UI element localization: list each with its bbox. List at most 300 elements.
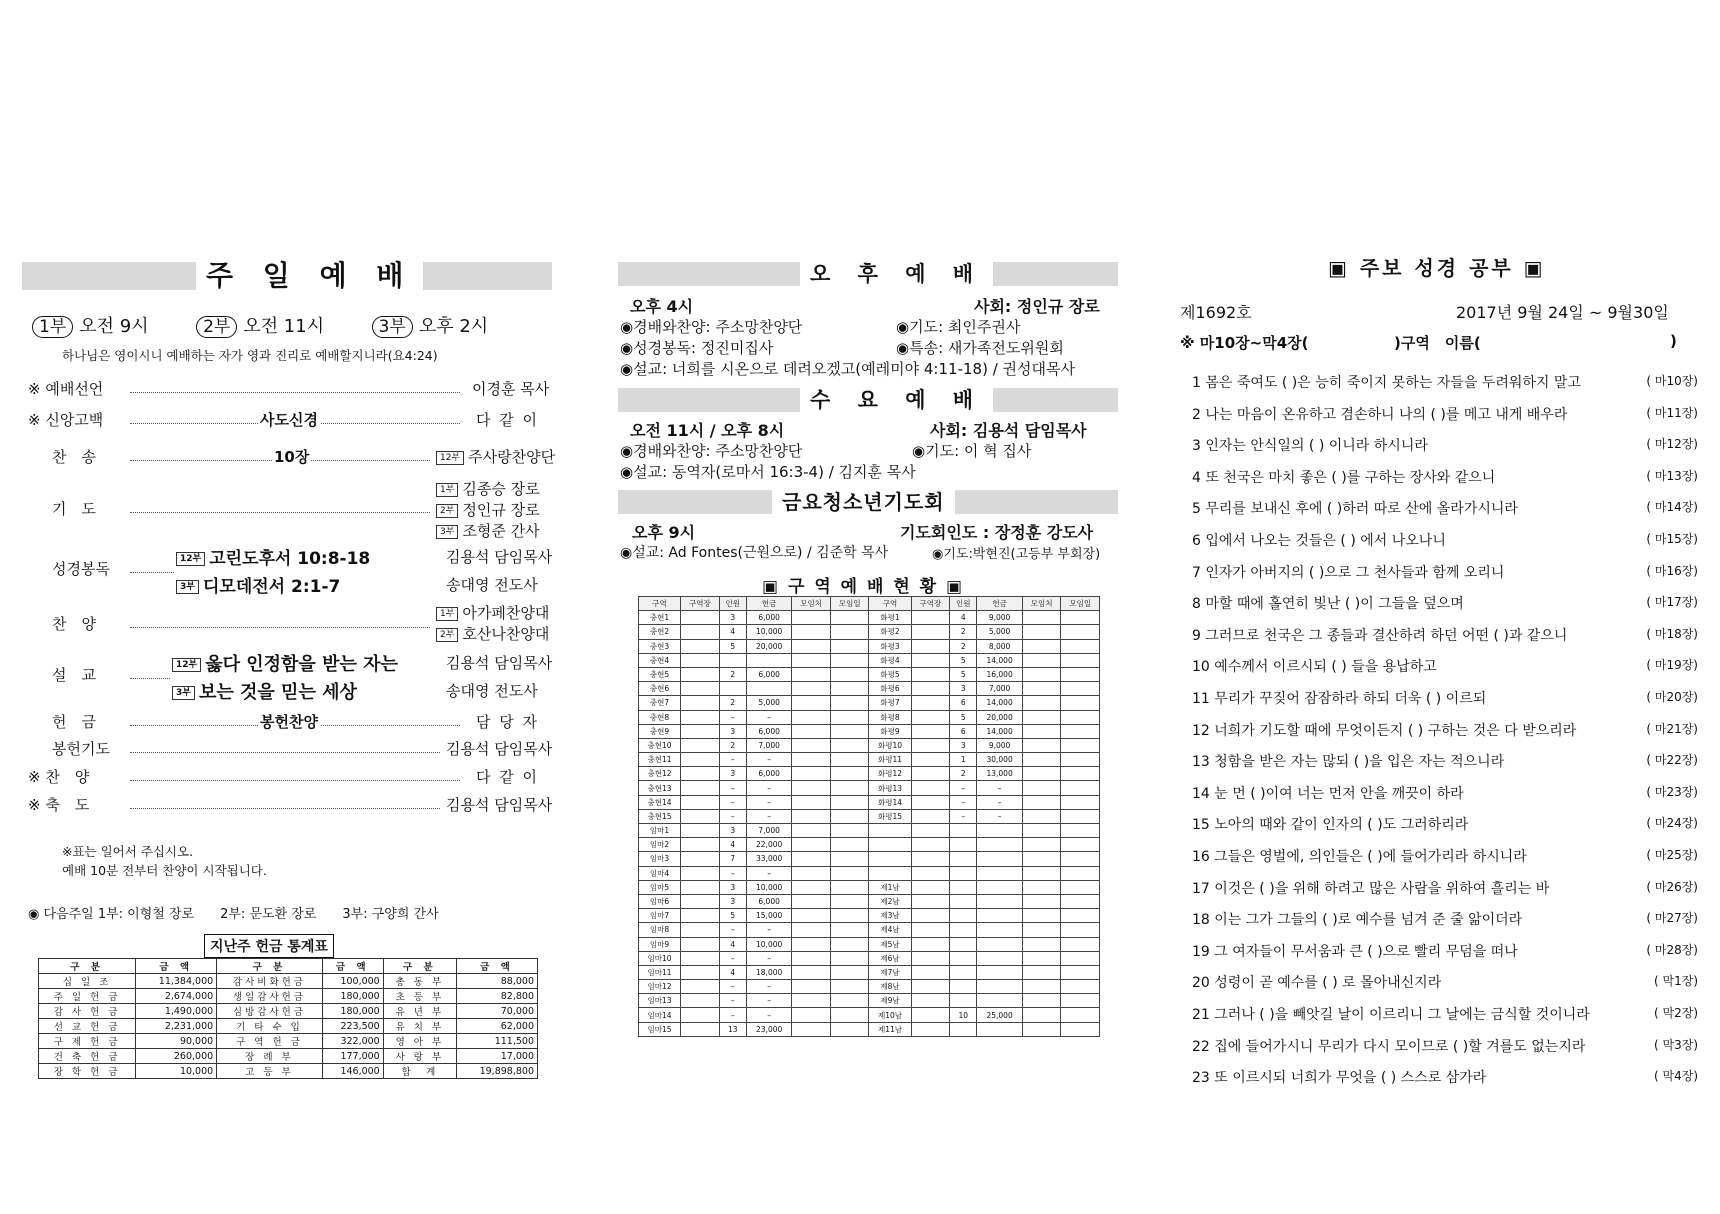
afternoon-title: 오 후 예 배 — [800, 260, 993, 288]
district-row — [639, 710, 1100, 724]
district-cell: 6,000 — [746, 894, 792, 908]
district-cell: 3 — [719, 724, 746, 738]
prayer-leader-1 — [436, 478, 540, 499]
district-cell — [830, 951, 869, 965]
district-cell — [830, 611, 869, 625]
district-cell: 충현3 — [639, 639, 681, 653]
wednesday-host: 사회: 김용석 담임목사 — [930, 421, 1087, 440]
district-cell: 16,000 — [977, 667, 1023, 681]
wednesday-prayer: ◉기도: 이 혁 집사 — [912, 442, 1032, 460]
district-cell — [830, 753, 869, 767]
district-cell: 충현12 — [639, 767, 681, 781]
district-cell: 임마11 — [639, 965, 681, 979]
district-cell — [950, 937, 977, 951]
district-cell — [1061, 667, 1100, 681]
praise-label: 찬 양 — [52, 615, 96, 633]
question-text[interactable]: 7 인자가 아버지의 ( )으로 그 천사들과 함께 오리니 — [1192, 564, 1505, 581]
wednesday-sermon: ◉설교: 동역자(로마서 16:3-4) / 김지훈 목사 — [620, 463, 916, 481]
district-name-field[interactable]: )구역 이름( — [1394, 334, 1481, 352]
district-cell — [1022, 611, 1061, 625]
district-cell — [681, 710, 720, 724]
question-reference: ( 마11장) — [1646, 405, 1698, 420]
district-cell — [911, 625, 950, 639]
district-cell — [1022, 639, 1061, 653]
district-cell — [1022, 1022, 1061, 1036]
district-cell: 2 — [719, 696, 746, 710]
district-cell — [1022, 653, 1061, 667]
district-cell: 화평7 — [869, 696, 911, 710]
district-cell: 제6남 — [869, 951, 911, 965]
study-title: ▣ 주보 성경 공부 ▣ — [1328, 256, 1546, 280]
offering-category: 영 아 부 — [383, 1034, 456, 1049]
district-cell: – — [719, 1008, 746, 1022]
issue-number: 제1692호 — [1180, 303, 1252, 322]
district-row — [639, 951, 1100, 965]
district-cell — [911, 894, 950, 908]
question-text[interactable]: 23 또 이르시되 너희가 무엇을 ( ) 스스로 삼가라 — [1192, 1070, 1487, 1087]
district-cell: 7,000 — [746, 738, 792, 752]
district-cell — [681, 809, 720, 823]
district-cell — [1022, 1008, 1061, 1022]
district-cell — [792, 894, 831, 908]
service-1-time: 오전 9시 — [79, 316, 149, 337]
district-cell: 화평5 — [869, 667, 911, 681]
district-cell: 14,000 — [977, 724, 1023, 738]
question-reference: ( 마24장) — [1646, 816, 1698, 831]
district-cell — [911, 937, 950, 951]
district-cell: 임마12 — [639, 980, 681, 994]
district-cell: 6 — [950, 724, 977, 738]
district-cell — [681, 965, 720, 979]
offering-label: 헌 금 — [52, 713, 96, 731]
district-cell — [1022, 894, 1061, 908]
praise-badge-1: 1부 — [436, 607, 458, 621]
district-cell: 화평12 — [869, 767, 911, 781]
question-text[interactable]: 13 청함을 받은 자는 많되 ( )을 입은 자는 적으니라 — [1192, 754, 1505, 771]
reading-text-1: 고린도후서 10:8-18 — [209, 549, 371, 569]
service-3-time: 오후 2시 — [418, 316, 489, 337]
praise2-label: ※ 찬 양 — [28, 768, 90, 786]
col-header: 모임처 — [792, 597, 831, 611]
question-reference: ( 마12장) — [1646, 437, 1698, 452]
district-cell — [792, 809, 831, 823]
offering-row — [39, 1019, 538, 1034]
question-text[interactable]: 17 이것은 ( )을 위해 하려고 많은 사람을 위하여 흘리는 바 — [1192, 880, 1550, 897]
district-row — [639, 809, 1100, 823]
district-row — [639, 852, 1100, 866]
offering-amount: 2,674,000 — [136, 989, 217, 1004]
district-cell — [1022, 880, 1061, 894]
district-cell — [977, 880, 1023, 894]
offering-category: 감사비화헌금 — [217, 974, 323, 989]
wednesday-time: 오전 11시 / 오후 8시 — [630, 421, 785, 440]
district-cell: – — [719, 781, 746, 795]
district-cell: 제8남 — [869, 980, 911, 994]
offering-amount: 177,000 — [322, 1049, 383, 1064]
district-table-header — [639, 597, 1100, 611]
offering-amount: 180,000 — [322, 1004, 383, 1019]
offering-amount: 1,490,000 — [136, 1004, 217, 1019]
district-cell — [830, 710, 869, 724]
district-cell: 10,000 — [746, 937, 792, 951]
district-cell — [681, 781, 720, 795]
district-cell: 제11남 — [869, 1022, 911, 1036]
theme-verse: 하나님은 영이시니 예배하는 자가 영과 진리로 예배할지니라(요4:24) — [62, 348, 438, 363]
district-cell — [911, 767, 950, 781]
district-cell: 충현14 — [639, 795, 681, 809]
district-cell — [792, 980, 831, 994]
question-text[interactable]: 12 너희가 기도할 때에 무엇이든지 ( ) 구하는 것은 다 받으리라 — [1192, 722, 1577, 739]
call-label: ※ 예배선언 — [28, 380, 104, 398]
district-cell: 8,000 — [977, 639, 1023, 653]
district-cell — [792, 682, 831, 696]
district-row — [639, 838, 1100, 852]
district-cell — [681, 951, 720, 965]
district-cell: 충현11 — [639, 753, 681, 767]
district-cell — [869, 852, 911, 866]
district-cell: 제3남 — [869, 909, 911, 923]
district-row — [639, 767, 1100, 781]
offering-category: 선 교 헌 금 — [39, 1019, 136, 1034]
offering-amount: 180,000 — [322, 989, 383, 1004]
study-question — [1192, 435, 1698, 455]
offering-category: 유 년 부 — [383, 1004, 456, 1019]
district-cell — [830, 1008, 869, 1022]
district-row — [639, 880, 1100, 894]
district-cell — [1061, 965, 1100, 979]
question-reference: ( 마17장) — [1646, 595, 1698, 610]
offering-category: 사 랑 부 — [383, 1049, 456, 1064]
question-text[interactable]: 21 그러나 ( )을 빼앗길 날이 이르리니 그 날에는 금식할 것이니라 — [1192, 1007, 1590, 1023]
question-text[interactable]: 20 성령이 곧 예수를 ( ) 로 몰아내신지라 — [1192, 975, 1442, 992]
col-header: 금 액 — [136, 959, 217, 974]
district-cell: – — [950, 809, 977, 823]
district-row — [639, 795, 1100, 809]
offering-row — [39, 1034, 538, 1049]
district-cell: – — [746, 795, 792, 809]
district-cell — [911, 923, 950, 937]
question-text[interactable]: 1 몸은 죽여도 ( )은 능히 죽이지 못하는 자들을 두려워하지 말고 — [1192, 375, 1581, 391]
district-cell: – — [950, 795, 977, 809]
district-cell — [792, 625, 831, 639]
offering-row — [39, 1064, 538, 1079]
district-cell: 충현6 — [639, 682, 681, 696]
district-cell: 5 — [719, 909, 746, 923]
district-cell — [681, 824, 720, 838]
question-reference: ( 마14장) — [1646, 500, 1698, 515]
creed-label: ※ 신앙고백 — [28, 411, 104, 429]
offering-prayer-dots — [130, 752, 440, 753]
question-text[interactable]: 2 나는 마음이 온유하고 겸손하니 나의 ( )를 메고 내게 배우라 — [1192, 406, 1568, 423]
district-cell — [792, 923, 831, 937]
offering-category: 기 타 수 입 — [217, 1019, 323, 1034]
question-text[interactable]: 6 입에서 나오는 것들은 ( ) 에서 나오나니 — [1192, 533, 1446, 549]
district-cell: 임마3 — [639, 852, 681, 866]
district-cell — [911, 781, 950, 795]
district-cell: – — [977, 781, 1023, 795]
question-text[interactable]: 22 집에 들어가시니 무리가 다시 모이므로 ( )할 겨를도 없는지라 — [1192, 1038, 1586, 1055]
district-cell — [830, 894, 869, 908]
district-cell: 임마8 — [639, 923, 681, 937]
district-cell — [681, 937, 720, 951]
offering-category: 합 계 — [383, 1064, 456, 1079]
question-reference: ( 마26장) — [1646, 879, 1698, 894]
district-cell: 제5남 — [869, 937, 911, 951]
afternoon-prayer: ◉기도: 최인주권사 — [896, 318, 1021, 336]
district-cell — [681, 1022, 720, 1036]
friday-title: 금요청소년기도회 — [772, 488, 955, 516]
study-date: 2017년 9월 24일 ~ 9월30일 — [1456, 303, 1669, 322]
district-row — [639, 682, 1100, 696]
col-header: 헌금 — [746, 597, 792, 611]
district-cell: 화평1 — [869, 611, 911, 625]
study-question — [1192, 814, 1698, 834]
praise-name-1: 아가페찬양대 — [462, 604, 550, 622]
district-cell: 화평2 — [869, 625, 911, 639]
col-header: 구역장 — [681, 597, 720, 611]
offering-category: 십 일 조 — [39, 974, 136, 989]
offering-amount: 146,000 — [322, 1064, 383, 1079]
district-cell — [950, 852, 977, 866]
col-header: 헌금 — [977, 597, 1023, 611]
district-cell — [792, 753, 831, 767]
service-1-badge: 1부 — [32, 316, 73, 338]
district-cell — [681, 724, 720, 738]
district-cell — [911, 965, 950, 979]
district-cell: 충현10 — [639, 738, 681, 752]
district-row — [639, 894, 1100, 908]
question-reference: ( 마13장) — [1646, 468, 1698, 483]
district-cell — [869, 866, 911, 880]
offering-category: 심방감사헌금 — [217, 1004, 323, 1019]
district-cell: – — [746, 980, 792, 994]
question-text[interactable]: 8 마할 때에 홀연히 빛난 ( )이 그들을 덮으며 — [1192, 596, 1464, 613]
district-cell — [1061, 923, 1100, 937]
col-header: 모임일 — [1061, 597, 1100, 611]
district-cell — [830, 667, 869, 681]
district-cell — [792, 824, 831, 838]
district-cell: 임마4 — [639, 866, 681, 880]
offering-amount: 11,384,000 — [136, 974, 217, 989]
district-cell — [1061, 724, 1100, 738]
question-text[interactable]: 11 무리가 꾸짖어 잠잠하라 하되 더욱 ( ) 이르되 — [1192, 691, 1487, 707]
offering-category: 고 등 부 — [217, 1064, 323, 1079]
district-cell: 23,000 — [746, 1022, 792, 1036]
district-cell — [792, 994, 831, 1008]
benediction-dots — [130, 808, 440, 809]
district-cell: 화평13 — [869, 781, 911, 795]
question-text[interactable]: 16 그들은 영벌에, 의인들은 ( )에 들어가리라 하시니라 — [1192, 849, 1527, 865]
wednesday-choir: ◉경배와찬양: 주소망찬양단 — [620, 442, 803, 460]
district-cell — [911, 852, 950, 866]
district-cell — [1022, 667, 1061, 681]
district-row — [639, 909, 1100, 923]
offering-amount: 82,800 — [457, 989, 538, 1004]
col-header: 인원 — [719, 597, 746, 611]
district-cell — [1022, 937, 1061, 951]
district-cell: 충현9 — [639, 724, 681, 738]
prayer-leader-2 — [436, 499, 540, 520]
district-cell: 13,000 — [977, 767, 1023, 781]
friday-sermon: ◉설교: Ad Fontes(근원으로) / 김준학 목사 — [620, 545, 889, 561]
district-cell — [1061, 909, 1100, 923]
offering-table — [38, 958, 538, 1079]
offering-table-header — [39, 959, 538, 974]
district-cell: 3 — [719, 767, 746, 781]
question-reference: ( 막1장) — [1654, 974, 1698, 989]
district-cell — [1061, 653, 1100, 667]
district-cell: 14,000 — [977, 653, 1023, 667]
district-cell: 25,000 — [977, 1008, 1023, 1022]
district-cell — [830, 909, 869, 923]
offering-prayer-leader: 김용석 담임목사 — [446, 740, 553, 758]
hymn-label: 찬 송 — [52, 448, 96, 466]
hymn-badge: 12부 — [436, 451, 464, 465]
prayer-label: 기 도 — [52, 500, 96, 518]
district-cell — [911, 824, 950, 838]
district-row — [639, 653, 1100, 667]
reading-label: 성경봉독 — [52, 560, 110, 578]
question-reference: ( 막2장) — [1654, 1006, 1698, 1020]
district-cell: 충현2 — [639, 625, 681, 639]
question-reference: ( 마22장) — [1646, 753, 1698, 768]
district-cell — [1061, 866, 1100, 880]
district-cell: 제2남 — [869, 894, 911, 908]
district-cell — [1022, 625, 1061, 639]
district-cell — [792, 738, 831, 752]
district-cell — [977, 909, 1023, 923]
sermon-badge-1: 12부 — [172, 658, 201, 672]
district-cell — [1022, 866, 1061, 880]
study-range: ※ 마10장~막4장( — [1180, 334, 1309, 352]
study-question — [1192, 467, 1698, 487]
district-row — [639, 965, 1100, 979]
afternoon-reading: ◉성경봉독: 정진미집사 — [620, 339, 774, 357]
question-reference: ( 막4장) — [1654, 1069, 1698, 1084]
question-text[interactable]: 15 노아의 때와 같이 인자의 ( )도 그러하리라 — [1192, 817, 1469, 834]
district-cell: – — [719, 809, 746, 823]
district-cell: 5,000 — [746, 696, 792, 710]
offering-table-title: 지난주 헌금 통계표 — [204, 934, 334, 958]
district-cell: 임마6 — [639, 894, 681, 908]
district-cell: 5 — [950, 710, 977, 724]
study-question — [1192, 972, 1698, 992]
district-cell: 3 — [719, 824, 746, 838]
district-cell — [977, 951, 1023, 965]
district-cell — [911, 1022, 950, 1036]
study-question — [1192, 751, 1698, 771]
district-cell — [830, 1022, 869, 1036]
question-text[interactable]: 14 눈 먼 ( )이여 너는 먼저 안을 깨끗이 하라 — [1192, 785, 1464, 802]
district-cell: 6,000 — [746, 611, 792, 625]
creed-item: 사도신경 — [260, 411, 318, 429]
district-cell: – — [746, 994, 792, 1008]
offering-amount: 62,000 — [457, 1019, 538, 1034]
district-cell — [792, 781, 831, 795]
sermon-badge-2: 3부 — [172, 686, 195, 700]
study-question — [1192, 1067, 1698, 1087]
district-cell — [950, 994, 977, 1008]
district-cell: 화평14 — [869, 795, 911, 809]
district-cell — [792, 965, 831, 979]
question-reference: ( 마28장) — [1646, 942, 1698, 957]
question-text[interactable]: 5 무리를 보내신 후에 ( )하러 따로 산에 올라가시니라 — [1192, 501, 1518, 518]
question-text[interactable]: 3 인자는 안식일의 ( ) 이니라 하시니라 — [1192, 438, 1428, 455]
district-cell: 4 — [950, 611, 977, 625]
study-question — [1192, 941, 1698, 961]
district-cell — [1061, 696, 1100, 710]
district-cell: – — [977, 795, 1023, 809]
question-text[interactable]: 10 예수께서 이르시되 ( ) 들을 용납하고 — [1192, 659, 1437, 676]
district-cell: 10 — [950, 1008, 977, 1022]
district-cell — [681, 738, 720, 752]
district-cell: 충현5 — [639, 667, 681, 681]
study-question — [1192, 498, 1698, 518]
district-cell — [1061, 852, 1100, 866]
district-row — [639, 738, 1100, 752]
question-text[interactable]: 18 이는 그가 그들의 ( )로 예수를 넘겨 준 줄 앎이더라 — [1192, 912, 1523, 929]
district-cell — [681, 923, 720, 937]
offering-item: 봉헌찬양 — [260, 713, 318, 731]
question-text[interactable]: 19 그 여자들이 무서움과 큰 ( )으로 빨리 무덤을 떠나 — [1192, 943, 1518, 960]
district-cell: 충현7 — [639, 696, 681, 710]
district-cell: – — [719, 923, 746, 937]
study-question — [1192, 846, 1698, 866]
district-cell — [1022, 923, 1061, 937]
reading-badge-1: 12부 — [176, 552, 205, 566]
district-cell: 30,000 — [977, 753, 1023, 767]
district-cell — [792, 710, 831, 724]
col-header: 모임처 — [1022, 597, 1061, 611]
district-cell — [950, 909, 977, 923]
friday-prayer: ◉기도:박현진(고등부 부회장) — [932, 547, 1101, 562]
district-row — [639, 1008, 1100, 1022]
study-question — [1192, 878, 1698, 898]
district-cell: 2 — [719, 738, 746, 752]
question-text[interactable]: 4 또 천국은 마치 좋은 ( )를 구하는 장사와 같으니 — [1192, 469, 1496, 486]
district-cell — [869, 824, 911, 838]
benediction-label: ※ 축 도 — [28, 796, 90, 814]
offering-prayer-label: 봉헌기도 — [52, 740, 110, 758]
district-cell — [681, 894, 720, 908]
district-cell — [869, 838, 911, 852]
study-question — [1192, 372, 1698, 392]
district-cell — [1022, 824, 1061, 838]
district-row — [639, 980, 1100, 994]
study-question — [1192, 562, 1698, 582]
district-cell: 임마7 — [639, 909, 681, 923]
district-cell — [950, 880, 977, 894]
district-cell — [719, 682, 746, 696]
district-cell — [1022, 965, 1061, 979]
col-header: 구 분 — [39, 959, 136, 974]
offering-category: 총 동 부 — [383, 974, 456, 989]
district-cell: 임마10 — [639, 951, 681, 965]
offering-category: 유 치 부 — [383, 1019, 456, 1034]
reading-text-2: 디모데전서 2:1-7 — [202, 577, 341, 597]
study-question — [1192, 656, 1698, 676]
offering-category: 초 등 부 — [383, 989, 456, 1004]
district-cell — [792, 951, 831, 965]
district-cell: – — [746, 1008, 792, 1022]
district-cell: 5 — [950, 667, 977, 681]
district-cell — [1061, 738, 1100, 752]
district-cell — [977, 824, 1023, 838]
offering-amount: 17,000 — [457, 1049, 538, 1064]
question-text[interactable]: 9 그러므로 천국은 그 종들과 결산하려 하던 어떤 ( )과 같으니 — [1192, 627, 1568, 644]
service-2-badge: 2부 — [196, 316, 237, 338]
district-cell: 2 — [950, 639, 977, 653]
